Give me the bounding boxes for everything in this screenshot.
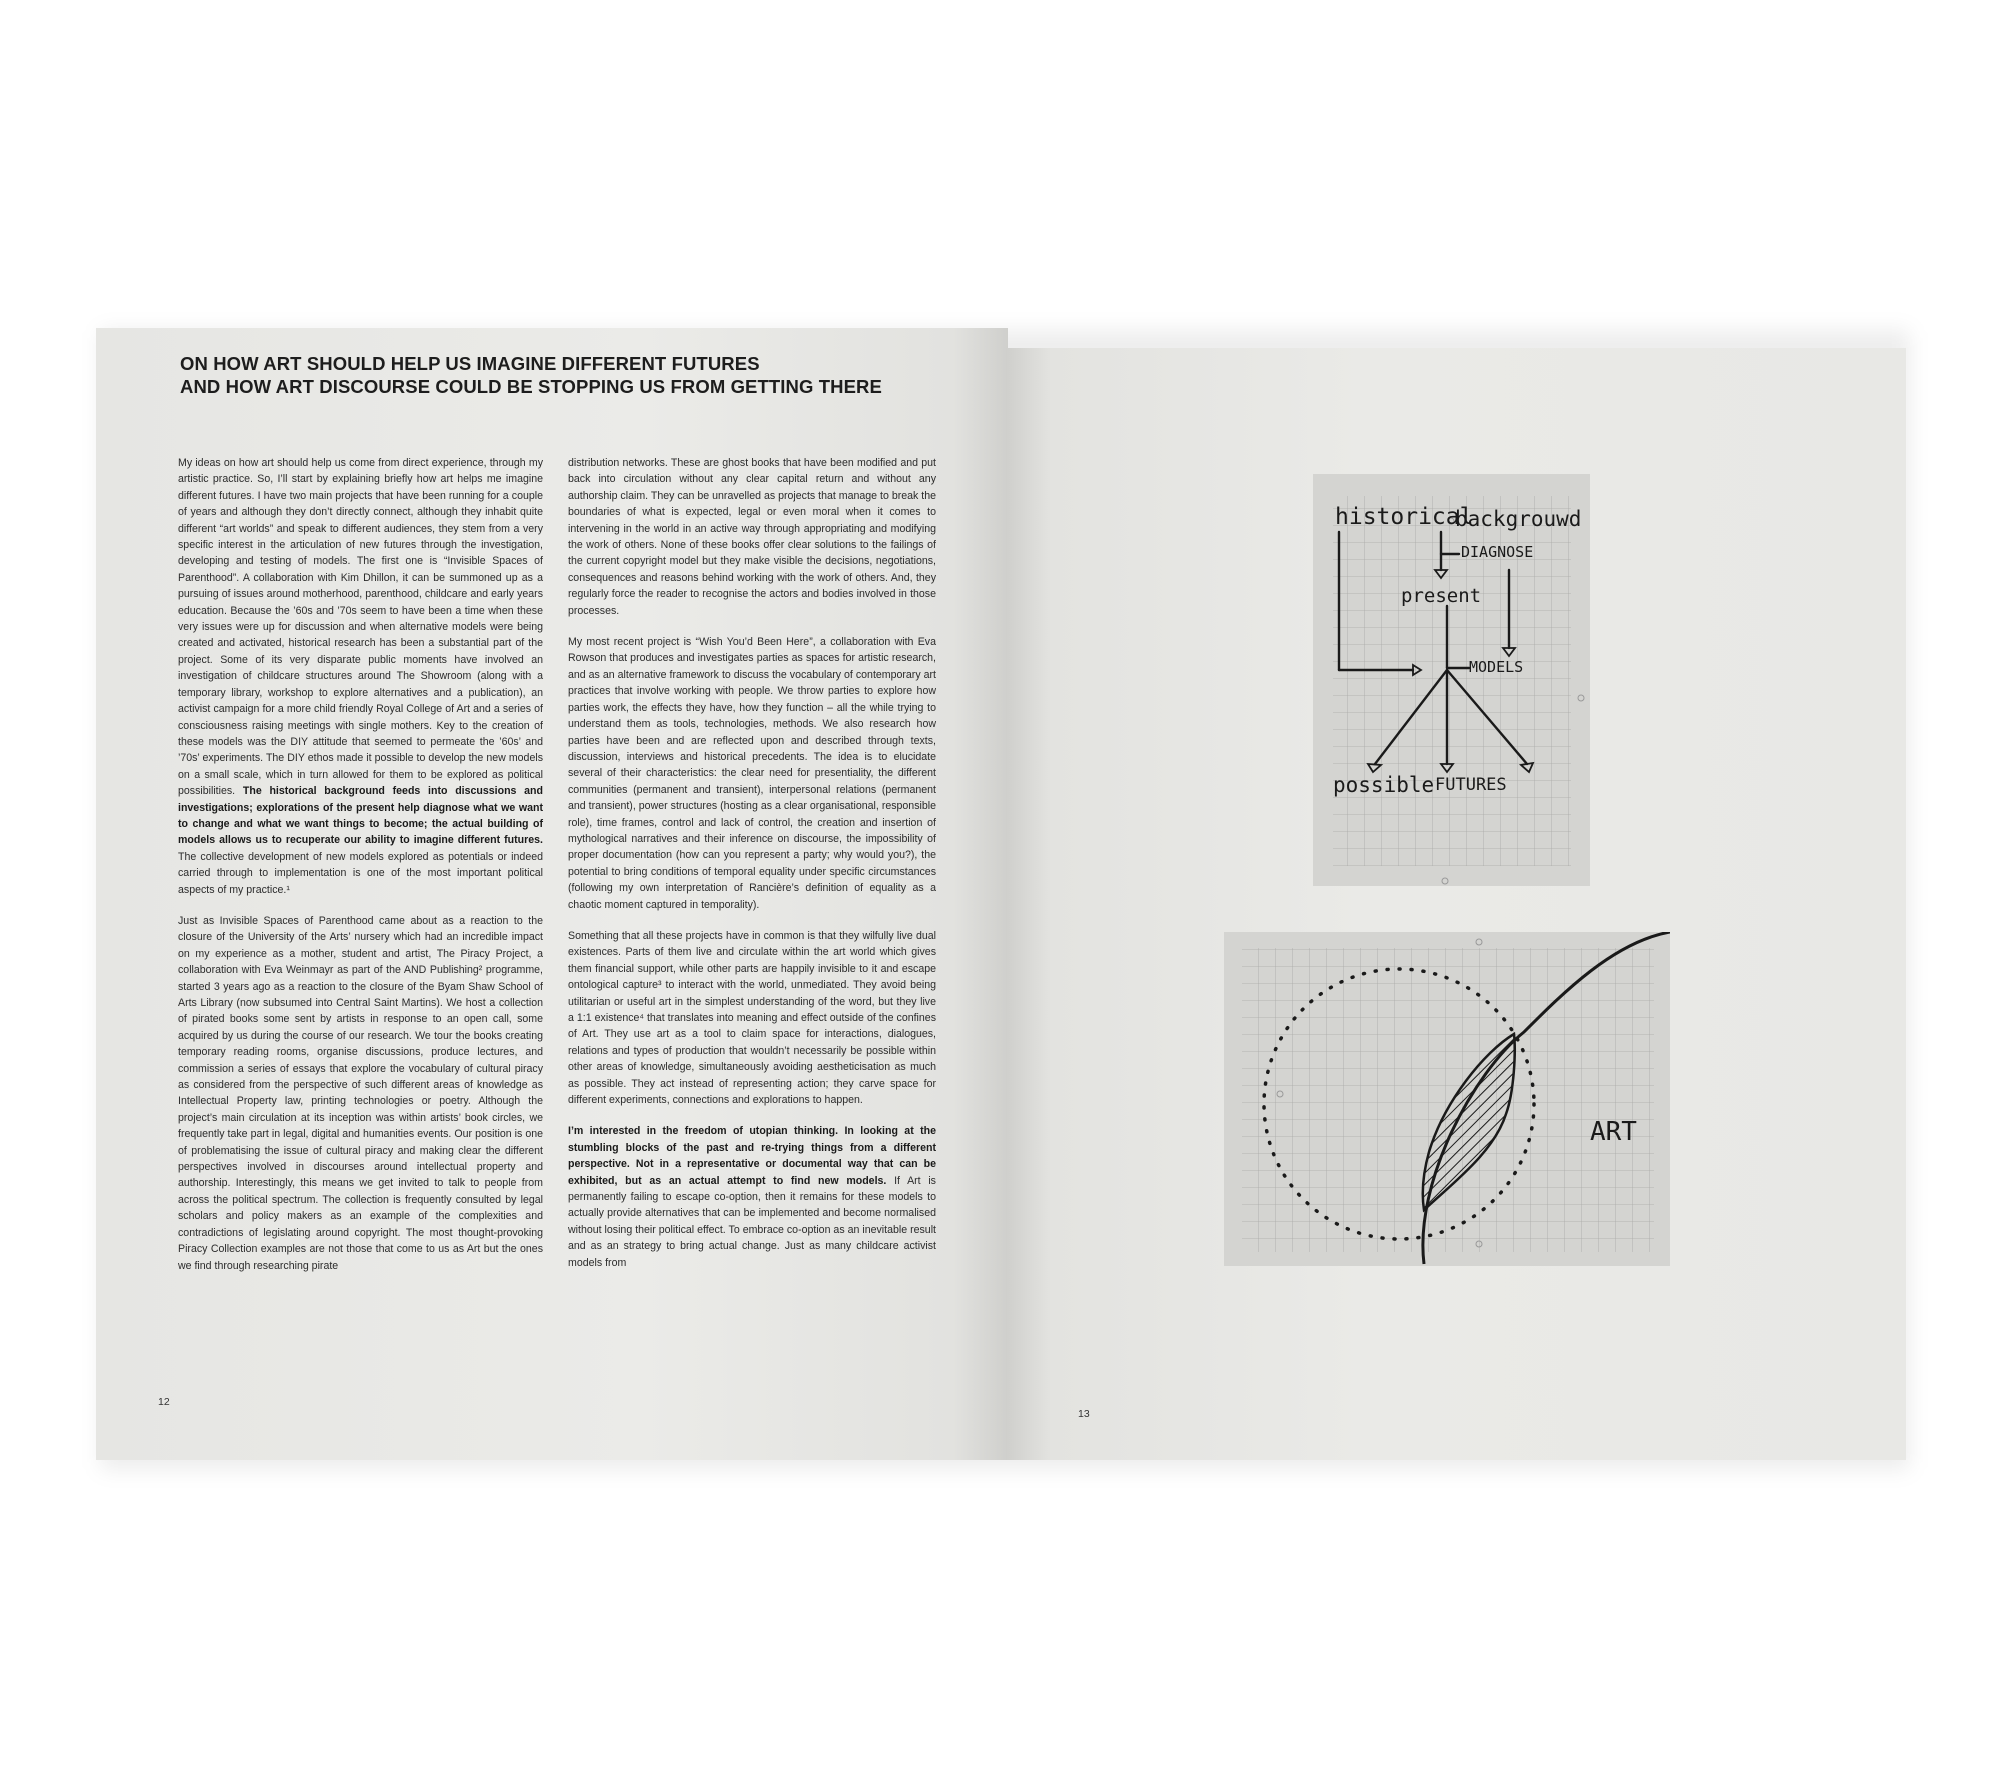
label-art: ART <box>1590 1117 1637 1147</box>
page-number-right: 13 <box>1078 1408 1090 1420</box>
paragraph-1-bold: The historical background feeds into discussions and investigations; explorations of the present help diagnose what we want to change and what we want things to become; the actual building of models allows us to recuperate our ability to imagine different futures. <box>178 785 543 847</box>
paragraph-5: Something that all these projects have in common is that they wilfully live dual existences. Parts of them live and circulate within the art world which gives them financial support, while other parts are happily invisible to it and escape ontological capture³ to interact with the world, unmediated. They avoid being utilitarian or useful art in the simplest understanding of the word, but they live a 1:1 existence⁴ that translates into meaning and effect outside of the confines of Art. They use art as a tool to claim space for interactions, dialogues, relations and types of production that wouldn’t necessarily be possible within other areas of knowledge, simultaneously avoiding aestheticisation as much as possible. They act instead of representing action; they carve space for different experiments, connections and explorations to happen. <box>568 929 936 1107</box>
paragraph-4: My most recent project is “Wish You’d Been Here”, a collaboration with Eva Rowson that produces and investigates parties as spaces for artistic research, and as an alternative framework to discuss the vocabulary of contemporary art practices that involve working with people. We throw parties to explore how parties work, the effects they have, how they function – all the while trying to understand them as tools, technologies, methods. We also research how parties have been and are reflected upon and described through texts, discussion, interviews and historical precedents. The idea is to elucidate several of their characteristics: the clear need for presentiality, the different communities (permanent and transient), interpersonal relations (permanent and transient), power structures (hosting as a clear organisational, responsible role), time frames, control and lack of control, the creation and insertion of mythological narratives and their inference on discourse, the impossibility of proper documentation (how can you represent a party; why would you?), the potential to bring conditions of temporal equality under specific circumstances (following my own interpretation of Rancière’s definition of equality as a chaotic moment captured in temporality). <box>568 636 936 911</box>
label-present: present <box>1401 585 1482 607</box>
paragraph-2: Just as Invisible Spaces of Parenthood came about as a reaction to the closure of the University of the Arts’ nursery which had an incredible impact on my experience as a mother, student and artist, The Piracy Project, a collaboration with Eva Weinmayr as part of the AND Publishing² programme, started 3 years ago as a reaction to the closure of the Byam Shaw School of Arts Library (now subsumed into Central Saint Martins). We host a collection of pirated books some sent by artists in response to an open call, some acquired by us during the course of our research. We tour the books creating temporary reading rooms, organise discussions, produce lectures, and commission a series of essays that explore the vocabulary of cultural piracy as considered from the perspective of such different areas of knowledge as Intellectual Property law, printing technologies or poetry. Although the project’s main circulation at its inception was within artists’ book circles, we frequently take part in legal, digital and humanities events. Our position is one of problematising the issue of cultural piracy and making clear the different perspectives involved in discourses around intellectual property and authorship. Interestingly, this means we get invited to talk to people from across the political spectrum. The collection is frequently consulted by legal scholars and policy makers as an example of the complexities and contradictions of legislating around copyright. The most thought-provoking Piracy Collection examples are not those that come to us as Art but the ones we find through researching pirate <box>178 914 543 1272</box>
paragraph-1-end: The collective development of new models explored as potentials or indeed carried through to implementation is one of the most important political aspects of my practice.¹ <box>178 850 543 896</box>
right-column <box>568 455 936 1286</box>
right-page <box>1006 348 1906 1460</box>
label-futures: FUTURES <box>1435 775 1507 795</box>
left-column <box>178 455 543 1289</box>
diagram-drawing-futures <box>1313 474 1590 886</box>
heading-line-1: ON HOW ART SHOULD HELP US IMAGINE DIFFERENT FUTURES <box>180 353 760 374</box>
paragraph-6 <box>568 1123 936 1271</box>
label-possible: possible <box>1333 773 1435 797</box>
diagram-svg-futures <box>1313 474 1590 886</box>
grid-paper <box>1333 496 1571 866</box>
paragraph-6-bold: I’m interested in the freedom of utopian thinking. In looking at the stumbling blocks of the past and re-trying things from a different perspective. Not in a representative or documental way that can be exhibited, but as an actual attempt to find new models. <box>568 1125 936 1187</box>
label-diagnose: DIAGNOSE <box>1461 543 1534 561</box>
page-number-left: 12 <box>158 1396 170 1408</box>
paragraph-1 <box>178 455 543 898</box>
diagram-drawing-art <box>1224 932 1670 1266</box>
grid-paper <box>1242 948 1654 1252</box>
paragraph-3: distribution networks. These are ghost books that have been modified and put back into circulation without any clear capital return and without any authorship claim. They can be unravelled as projects that manage to break the boundaries of what is expected, legal or even moral when it comes to intervening in the world in an active way through appropriating and modifying the work of others. None of these books offer clear solutions to the failings of the current copyright model but they make visible the decisions, negotiations, consequences and reasons behind working with the work of others. And, they regularly force the reader to recognise the actors and bodies involved in those processes. <box>568 457 936 617</box>
diagram-svg-art <box>1224 932 1670 1266</box>
article-heading <box>180 352 940 398</box>
label-historical: historical <box>1335 504 1474 530</box>
paragraph-6-rest: If Art is permanently failing to escape co-option, then it remains for these models to actually provide alternatives that can be implemented and become normalised without losing their political effect. To embrace co-option as an inevitable result and as an strategy to bring actual change. Just as many childcare activist models from <box>568 1174 936 1269</box>
left-page <box>96 328 1008 1460</box>
label-models: MODELS <box>1469 658 1524 676</box>
label-background: backgrouwd <box>1455 507 1582 531</box>
heading-line-2: AND HOW ART DISCOURSE COULD BE STOPPING US FROM GETTING THERE <box>180 376 882 397</box>
paragraph-1-start: My ideas on how art should help us come from direct experience, through my artistic practice. So, I’ll start by explaining briefly how art helps me imagine different futures. I have two main projects that have been running for a couple of years and although they don’t directly connect, although they inhabit quite different “art worlds” and speak to different audiences, they stem from a very specific interest in the articulation of new futures through the investigation, developing and testing of models. The first one is “Invisible Spaces of Parenthood”. A collaboration with Kim Dhillon, it can be summoned up as a pursuing of issues around motherhood, parenthood, childcare and early years education. Because the ’60s and ’70s seem to have been a time when these very issues were up for discussion and when alternative models were being created and activated, historical research has been a substantial part of the project. Some of its very disparate public moments have involved an investigation of childcare structures around The Showroom (along with a temporary library, workshop to explore alternatives and a publication), an activist campaign for a more child friendly Royal College of Art and a series of consciousness raising meetings with single mothers. Key to the creation of these models was the DIY attitude that seemed to permeate the ’60s’ and ’70s’ experiments. The DIY ethos made it possible to develop the new models on a small scale, which in turn allowed for them to be explored as political possibilities. <box>178 457 543 798</box>
